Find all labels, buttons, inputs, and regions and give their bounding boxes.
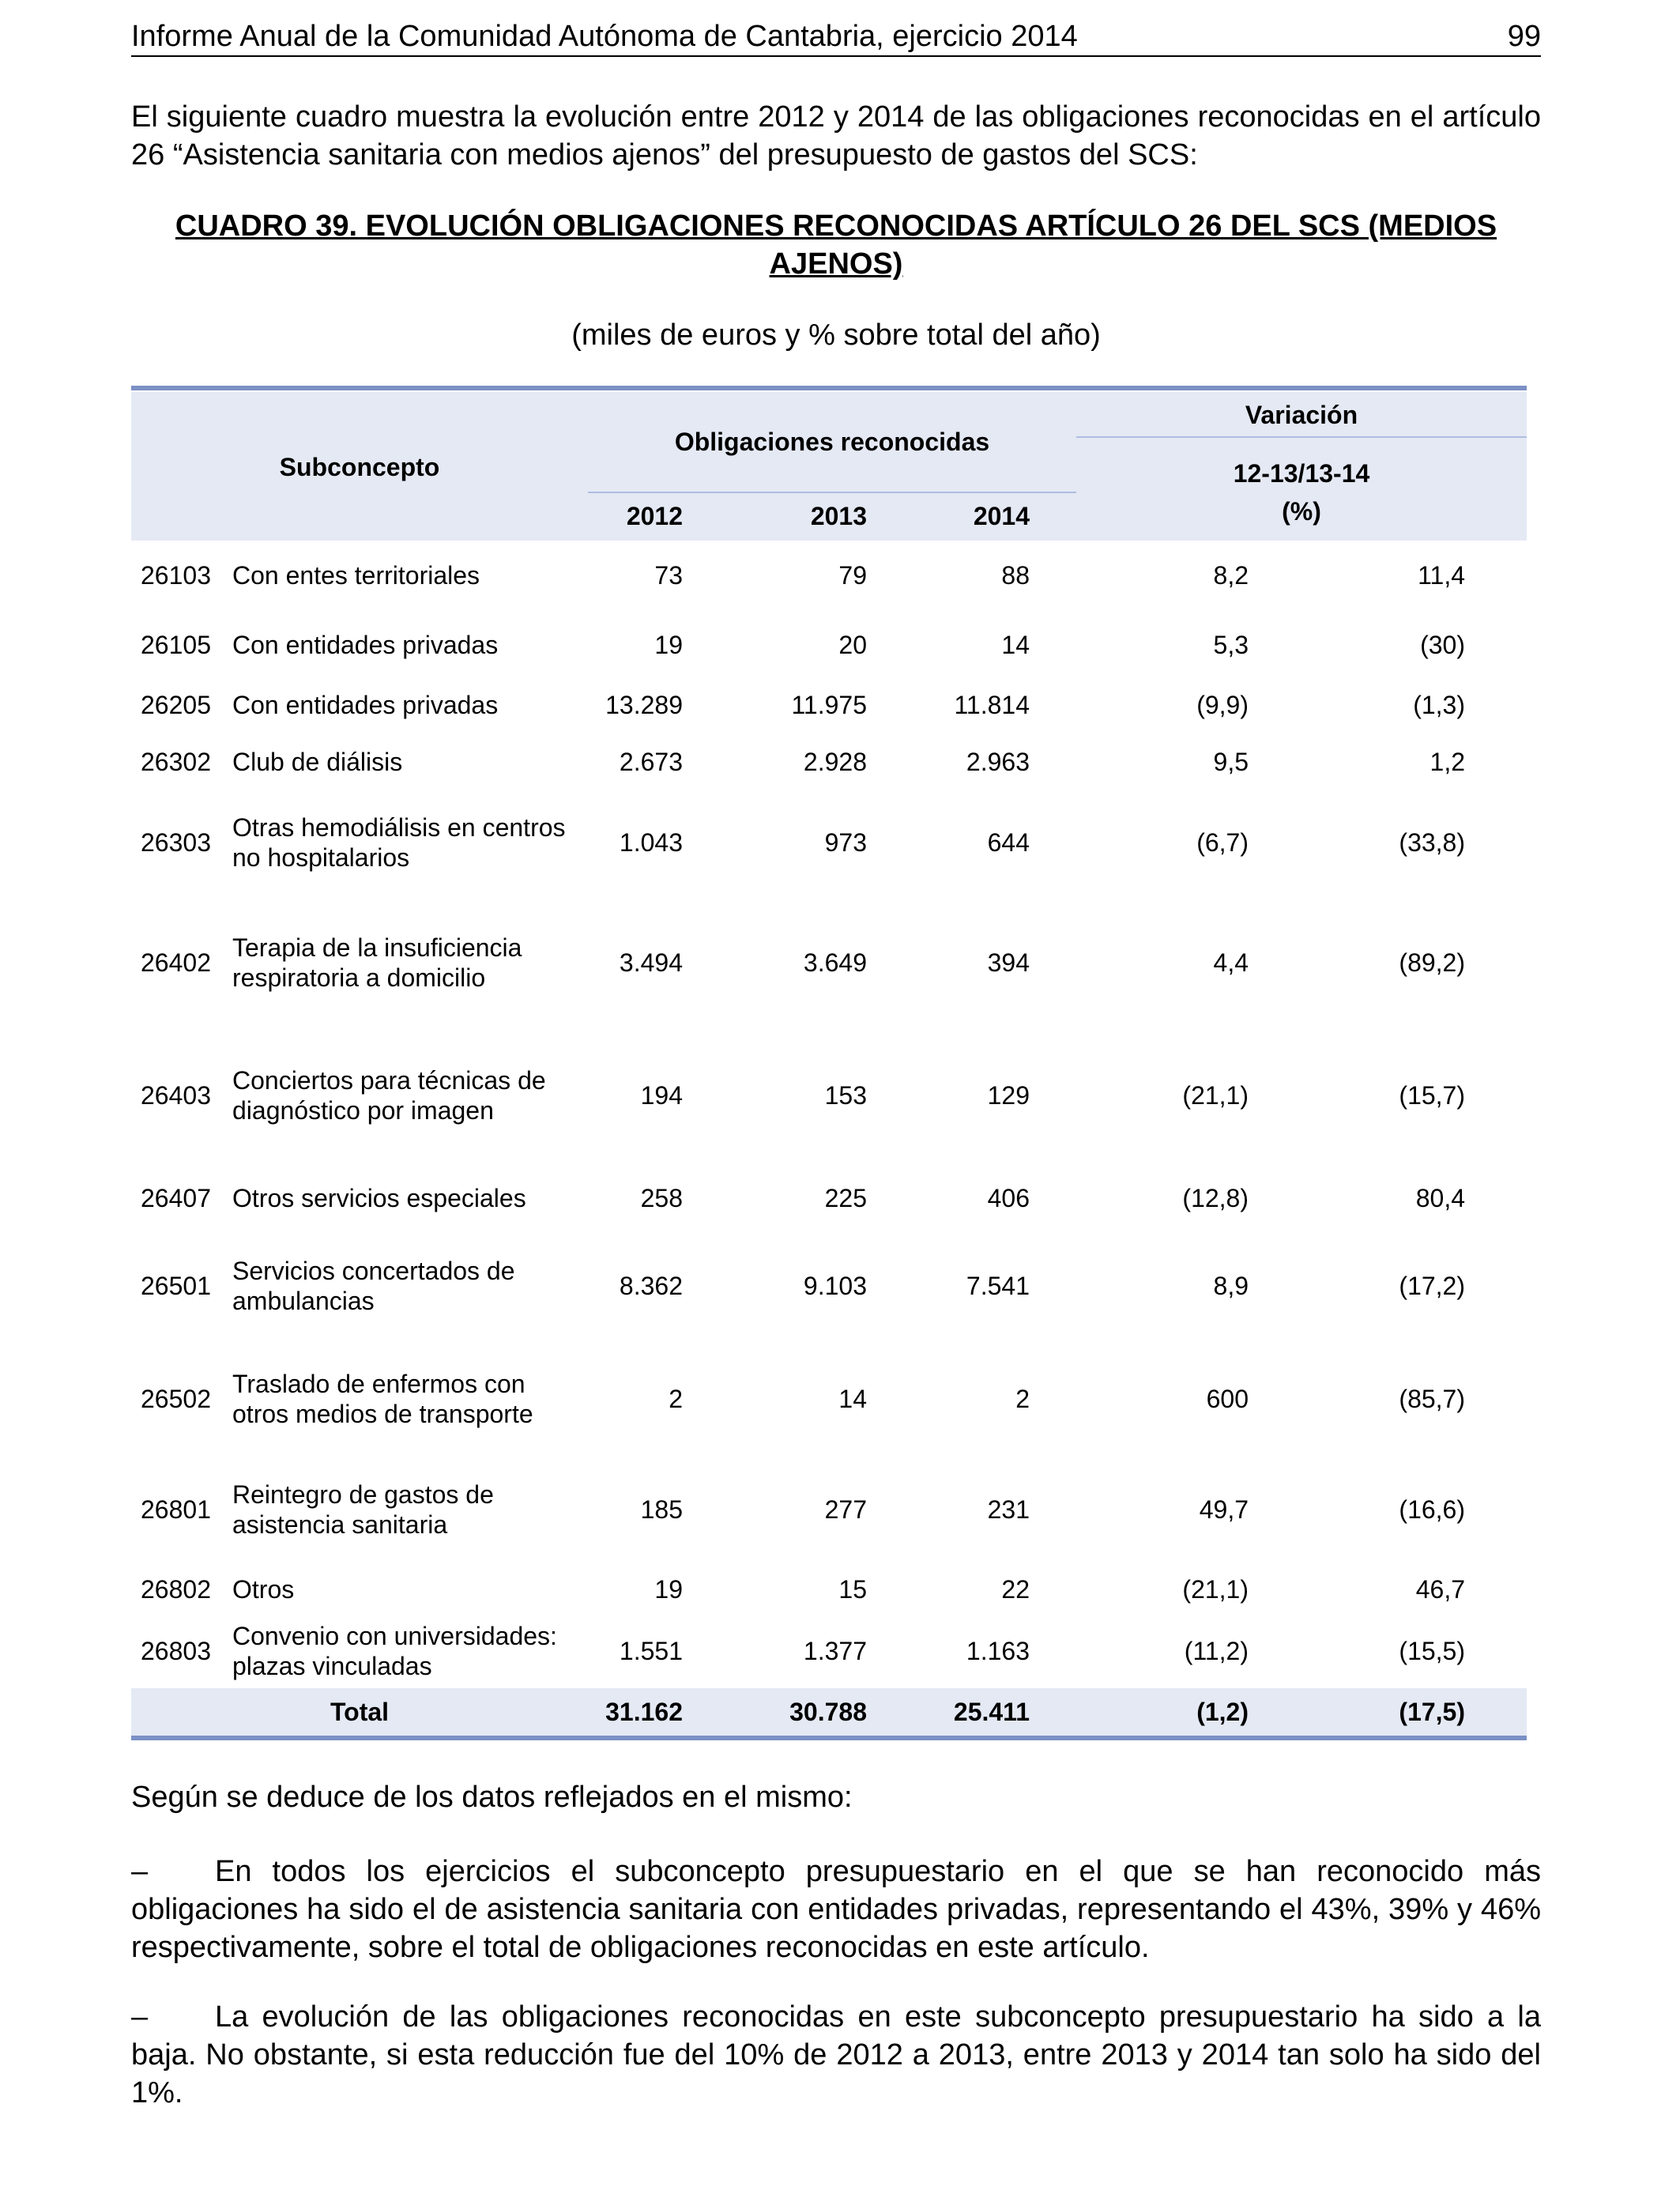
subconcepto-code: 26103 [141,561,211,590]
value-2014: 129 [987,1081,1030,1110]
header-subconcepto: Subconcepto [279,453,440,481]
subconcepto-description: Otras hemodiálisis en centros no hospitalarios [232,813,566,872]
subconcepto-description: Otros [232,1575,295,1604]
table-row [131,904,1527,1021]
value-2012: 1.551 [619,1637,683,1665]
header-year-2013: 2013 [810,502,867,530]
variacion-12-13: 600 [1206,1385,1249,1413]
table-row [131,1165,1527,1231]
page-number: 99 [1507,20,1541,53]
variacion-12-13: (12,8) [1182,1184,1249,1212]
value-2013: 225 [824,1184,867,1212]
subconcepto-code: 26802 [141,1575,211,1604]
table-row [131,610,1527,680]
value-2014: 1.163 [966,1637,1030,1665]
bullet-1-text: En todos los ejercicios el subconcepto presupuestario en el que se han reconocido más obligaciones ha sido el de asistencia sanitaria con entidades privadas, representando el 43%, 39% y 46% respectivamente, sobre el total de obligaciones reconocidas en este artículo. [131,1855,1541,1964]
variacion-12-13: (21,1) [1182,1081,1249,1110]
intro-paragraph: El siguiente cuadro muestra la evolución entre 2012 y 2014 de las obligaciones reconocidas en el artículo 26 “Asistencia sanitaria con medios ajenos” del presupuesto de gastos del SCS: [131,100,1541,172]
table-row [131,1617,1527,1685]
subconcepto-description: Club de diálisis [232,748,403,776]
bullet-2 [131,1998,1541,2112]
table-row [131,1235,1527,1337]
subconcepto-code: 26501 [141,1272,211,1300]
variacion-13-14: (33,8) [1399,828,1465,857]
subconcepto-description: Traslado de enfermos con otros medios de transporte [232,1370,533,1428]
value-2014: 231 [987,1495,1030,1524]
variacion-13-14: (15,5) [1399,1637,1465,1665]
subconcepto-code: 26803 [141,1637,211,1665]
variacion-13-14: (89,2) [1399,948,1465,977]
subconcepto-description: Reintegro de gastos de asistencia sanitaria [232,1480,494,1539]
variacion-12-13: 5,3 [1213,631,1249,659]
value-2014: 22 [1001,1575,1030,1604]
subconcepto-code: 26302 [141,748,211,776]
value-2014: 7.541 [966,1272,1030,1300]
total-row [131,1688,1527,1736]
table-caption-line-1: CUADRO 39. EVOLUCIÓN OBLIGACIONES RECONOCIDAS ARTÍCULO 26 DEL SCS (MEDIOS [175,209,1497,243]
subconcepto-code: 26801 [141,1495,211,1524]
table-caption [131,207,1541,283]
obligaciones-underline [588,492,1076,493]
value-2012: 19 [654,1575,683,1604]
header-year-2012: 2012 [626,502,683,530]
table-row [131,792,1527,893]
value-2012: 2 [669,1385,683,1413]
value-2012: 185 [640,1495,683,1524]
variacion-13-14: (30) [1420,631,1465,659]
subconcepto-description: Convenio con universidades: plazas vinculadas [232,1622,557,1680]
value-2014: 406 [987,1184,1030,1212]
running-header [131,17,1541,57]
variacion-12-13: (11,2) [1184,1637,1249,1665]
variacion-13-14: (1,3) [1413,691,1465,719]
total-label: Total [330,1698,390,1726]
value-2012: 258 [640,1184,683,1212]
value-2013: 9.103 [803,1272,867,1300]
table-row [131,732,1527,792]
total-variacion-12-13: (1,2) [1196,1698,1249,1726]
header-variacion-pct: (%) [1282,497,1321,526]
variacion-underline [1076,436,1527,438]
subconcepto-description: Con entidades privadas [232,691,499,719]
obligaciones-table [131,386,1527,1747]
value-2012: 194 [640,1081,683,1110]
value-2012: 73 [654,561,683,590]
header-title: Informe Anual de la Comunidad Autónoma de Cantabria, ejercicio 2014 [131,20,1078,53]
value-2012: 3.494 [619,948,683,977]
value-2013: 153 [824,1081,867,1110]
subconcepto-code: 26502 [141,1385,211,1413]
variacion-13-14: 46,7 [1415,1575,1465,1604]
subconcepto-code: 26105 [141,631,211,659]
header-variacion: Variación [1245,401,1358,429]
table-row [131,675,1527,735]
subconcepto-description: Con entidades privadas [232,631,499,659]
value-2012: 13.289 [605,691,683,719]
value-2014: 394 [987,948,1030,977]
value-2013: 15 [838,1575,867,1604]
bullet-1-marker: – [131,1855,149,1888]
variacion-13-14: (85,7) [1399,1385,1465,1413]
subconcepto-description: Terapia de la insuficiencia respiratoria a domicilio [232,933,522,992]
subconcepto-description: Con entes territoriales [232,561,480,590]
variacion-13-14: (16,6) [1399,1495,1465,1524]
value-2014: 14 [1001,631,1030,659]
bullet-1 [131,1853,1541,1966]
header-variacion-periods: 12-13/13-14 [1233,459,1370,488]
header-year-2014: 2014 [973,502,1030,530]
subconcepto-code: 26205 [141,691,211,719]
value-2014: 88 [1001,561,1030,590]
value-2013: 14 [838,1385,867,1413]
variacion-13-14: (17,2) [1399,1272,1465,1300]
value-2014: 644 [987,828,1030,857]
variacion-12-13: 4,4 [1213,948,1249,977]
value-2014: 2.963 [966,748,1030,776]
value-2013: 2.928 [803,748,867,776]
variacion-12-13: 9,5 [1213,748,1249,776]
value-2014: 2 [1015,1385,1030,1413]
header-obligaciones: Obligaciones reconocidas [674,428,990,456]
value-2013: 20 [838,631,867,659]
value-2014: 11.814 [954,691,1030,719]
conclusion-intro: Según se deduce de los datos reflejados en el mismo: [131,1781,853,1814]
bullet-2-marker: – [131,2000,149,2034]
table-caption-line-2: AJENOS) [769,247,903,281]
value-2012: 19 [654,631,683,659]
value-2013: 79 [838,561,867,590]
value-2013: 1.377 [803,1637,867,1665]
table-bottom-rule [131,1736,1527,1740]
variacion-12-13: 8,2 [1213,561,1249,590]
subconcepto-code: 26303 [141,828,211,857]
subconcepto-description: Conciertos para técnicas de diagnóstico por imagen [232,1066,546,1125]
value-2013: 277 [824,1495,867,1524]
variacion-13-14: 11,4 [1418,561,1465,590]
variacion-12-13: (21,1) [1182,1575,1249,1604]
total-2012: 31.162 [605,1698,683,1726]
value-2012: 2.673 [619,748,683,776]
subconcepto-code: 26403 [141,1081,211,1110]
variacion-12-13: 8,9 [1213,1272,1249,1300]
value-2013: 3.649 [803,948,867,977]
variacion-12-13: (9,9) [1196,691,1249,719]
variacion-13-14: 80,4 [1415,1184,1465,1212]
units-note: (miles de euros y % sobre total del año) [571,319,1101,352]
table-row [131,1454,1527,1565]
total-variacion-13-14: (17,5) [1399,1698,1465,1726]
variacion-13-14: 1,2 [1430,748,1465,776]
value-2013: 11.975 [791,691,867,719]
table-top-rule [131,386,1527,390]
value-2012: 8.362 [619,1272,683,1300]
table-row [131,541,1527,610]
total-2014: 25.411 [953,1698,1030,1726]
subconcepto-description: Otros servicios especiales [232,1184,526,1212]
value-2012: 1.043 [619,828,683,857]
subconcepto-code: 26407 [141,1184,211,1212]
variacion-13-14: (15,7) [1399,1081,1465,1110]
subconcepto-code: 26402 [141,948,211,977]
subconcepto-description: Servicios concertados de ambulancias [232,1257,515,1315]
total-2013: 30.788 [789,1698,867,1726]
table-row [131,1565,1527,1614]
bullet-2-text: La evolución de las obligaciones reconocidas en este subconcepto presupuestario ha sido a la baja. No obstante, si esta reducción fue del 10% de 2012 a 2013, entre 2013 y 2014 tan solo ha sido del 1%. [131,2000,1541,2109]
table-row [131,1032,1527,1159]
value-2013: 973 [824,828,867,857]
variacion-12-13: (6,7) [1196,828,1249,857]
variacion-12-13: 49,7 [1199,1495,1249,1524]
table-row [131,1344,1527,1454]
